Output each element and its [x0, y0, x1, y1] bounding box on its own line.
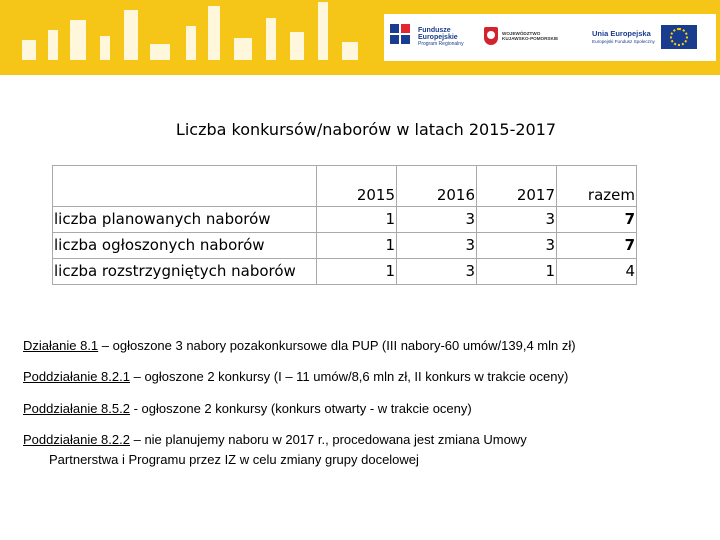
- row-label: liczba planowanych naborów: [53, 207, 317, 233]
- row-total: 7: [557, 207, 637, 233]
- note-poddzialanie-8-2-2: [23, 430, 709, 470]
- decorative-block: [48, 30, 58, 60]
- table-cell: 3: [397, 207, 477, 233]
- header-banner: [0, 0, 720, 75]
- fundusze-europejskie-icon: [390, 24, 414, 50]
- table-cell: 3: [477, 207, 557, 233]
- kujawsko-pomorskie-logo: [484, 27, 558, 45]
- row-label: liczba rozstrzygniętych naborów: [53, 259, 317, 285]
- table-cell: 1: [317, 233, 397, 259]
- note-continuation: Partnerstwa i Programu przez IZ w celu zmiany grupy docelowej: [49, 452, 419, 467]
- kp-logo-line1: WOJEWÓDZTWO: [502, 30, 541, 36]
- row-total: 7: [557, 233, 637, 259]
- logo-strip: [384, 14, 716, 61]
- note-key: Poddziałanie 8.2.1: [23, 369, 130, 384]
- row-total: 4: [557, 259, 637, 285]
- unia-europejska-logo: [592, 25, 697, 49]
- decorative-block: [234, 38, 252, 60]
- table-cell: 3: [397, 233, 477, 259]
- fe-logo-line3: Program Regionalny: [418, 40, 464, 47]
- column-header: razem: [557, 166, 637, 207]
- decorative-block: [318, 2, 328, 60]
- note-text: – nie planujemy naboru w 2017 r., procedowana jest zmiana Umowy: [129, 432, 527, 447]
- note-key: Działanie 8.1: [23, 338, 99, 353]
- note-poddzialanie-8-2-1: [23, 367, 709, 387]
- decorative-block: [124, 10, 138, 60]
- decorative-block: [22, 40, 36, 60]
- decorative-block: [266, 18, 276, 60]
- decorative-block: [186, 26, 196, 60]
- kp-logo-line2: KUJAWSKO-POMORSKIE: [502, 36, 559, 41]
- table-cell: 3: [477, 233, 557, 259]
- row-label: liczba ogłoszonych naborów: [53, 233, 317, 259]
- fe-logo-line1: Fundusze: [418, 27, 451, 35]
- table-header-row: [53, 166, 637, 207]
- note-key: Poddziałanie 8.2.2: [23, 432, 130, 447]
- note-poddzialanie-8-5-2: [23, 399, 709, 419]
- column-header: 2016: [397, 166, 477, 207]
- table-row: [53, 233, 637, 259]
- nabory-table: [52, 165, 637, 285]
- ue-logo-line1: Unia Europejska: [592, 29, 651, 39]
- page-title: Liczba konkursów/naborów w latach 2015-2017: [175, 120, 557, 139]
- note-dzialanie-8-1: [23, 336, 709, 356]
- table-cell: 1: [317, 207, 397, 233]
- fundusze-europejskie-logo: [390, 24, 464, 50]
- note-text: – ogłoszone 2 konkursy (I – 11 umów/8,6 mln zł, II konkurs w trakcie oceny): [129, 369, 569, 384]
- table-corner-cell: [53, 166, 317, 207]
- table-row: [53, 259, 637, 285]
- eu-flag-icon: [661, 25, 697, 49]
- column-header: 2017: [477, 166, 557, 207]
- column-header: 2015: [317, 166, 397, 207]
- table-row: [53, 207, 637, 233]
- decorative-block: [150, 44, 170, 60]
- decorative-block: [100, 36, 110, 60]
- ue-logo-line2: Europejski Fundusz Społeczny: [592, 38, 655, 44]
- table-cell: 3: [397, 259, 477, 285]
- table-cell: 1: [317, 259, 397, 285]
- decorative-block: [70, 20, 86, 60]
- decorative-block: [342, 42, 358, 60]
- decorative-block: [208, 6, 220, 60]
- coat-of-arms-icon: [484, 27, 498, 45]
- note-key: Poddziałanie 8.5.2: [23, 401, 130, 416]
- fe-logo-line2: Europejskie: [418, 34, 458, 42]
- note-text: - ogłoszone 2 konkursy (konkurs otwarty - w trakcie oceny): [129, 401, 472, 416]
- table-cell: 1: [477, 259, 557, 285]
- decorative-block: [290, 32, 304, 60]
- note-text: – ogłoszone 3 nabory pozakonkursowe dla PUP (III nabory-60 umów/139,4 mln zł): [98, 338, 576, 353]
